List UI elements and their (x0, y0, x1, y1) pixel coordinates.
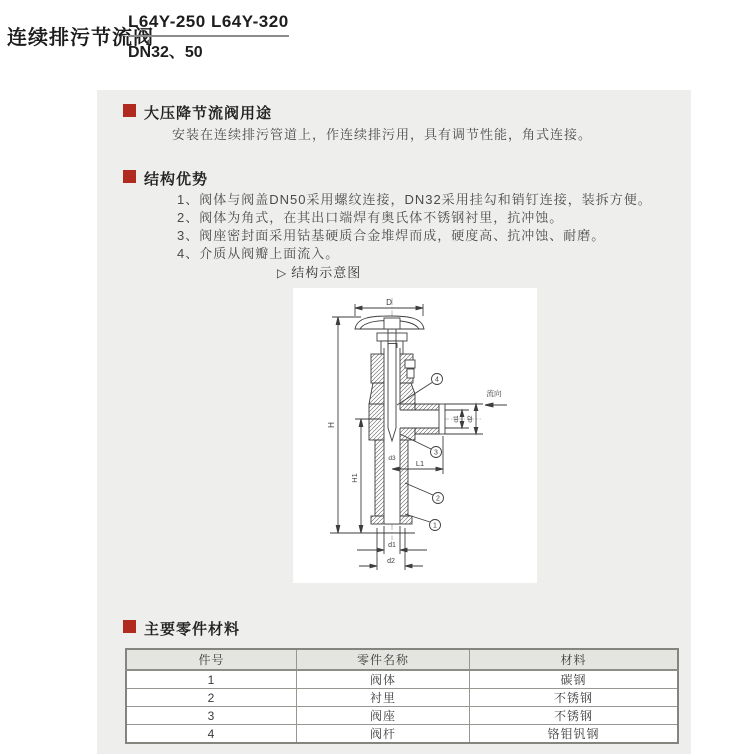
advantage-item: 3、阀座密封面采用钴基硬质合金堆焊而成，硬度高、抗冲蚀、耐磨。 (177, 228, 606, 243)
dim-d1-bottom-label: d1 (388, 542, 396, 549)
section-usage-heading (123, 102, 272, 123)
materials-table (125, 648, 679, 744)
page-title: 连续排污节流阀 (7, 27, 154, 49)
cell-part-no: 4 (126, 725, 297, 744)
table-row (126, 689, 678, 707)
triangle-marker-icon: ▷ (277, 266, 288, 280)
advantage-item: 2、阀体为角式，在其出口端焊有奥氏体不锈钢衬里，抗冲蚀。 (177, 210, 564, 225)
cell-part-name: 阀体 (297, 670, 470, 689)
table-row (126, 670, 678, 689)
table-row (126, 707, 678, 725)
cell-part-name: 衬里 (297, 689, 470, 707)
table-row (126, 725, 678, 744)
section-advantages-title: 结构优势 (144, 171, 209, 188)
cell-part-no: 3 (126, 707, 297, 725)
cell-part-no: 2 (126, 689, 297, 707)
cell-part-name: 阀杆 (297, 725, 470, 744)
section-advantages-heading (123, 168, 208, 189)
dim-D-label: D (386, 298, 392, 307)
col-header-part-no: 件号 (126, 649, 297, 670)
model-codes-line1: L64Y-250 L64Y-320 (128, 12, 289, 37)
part-marker-1: 1 (433, 522, 437, 530)
table-header-row (126, 649, 678, 670)
valve-cross-section-drawing (293, 288, 537, 583)
cell-material: 碳钢 (470, 670, 679, 689)
usage-paragraph: 安装在连续排污管道上，作连续排污用，具有调节性能，角式连接。 (172, 127, 593, 142)
part-marker-2: 2 (436, 495, 440, 503)
valve-structure-diagram (293, 288, 537, 583)
red-square-bullet (123, 620, 136, 633)
dim-d1-right-label: d1 (453, 415, 460, 423)
section-materials-heading (123, 618, 240, 639)
cell-part-no: 1 (126, 670, 297, 689)
cell-part-name: 阀座 (297, 707, 470, 725)
part-marker-3: 3 (434, 449, 438, 457)
advantage-item: 4、介质从阀瓣上面流入。 (177, 246, 340, 261)
cell-material: 铬钼钒钢 (470, 725, 679, 744)
advantage-item: 1、阀体与阀盖DN50采用螺纹连接，DN32采用挂勾和销钉连接，装拆方便。 (177, 192, 652, 207)
dim-d3-label: d3 (388, 455, 396, 462)
col-header-material: 材料 (470, 649, 679, 670)
cell-material: 不锈钢 (470, 689, 679, 707)
model-codes-line2: DN32、50 (128, 44, 203, 61)
dim-d2-right-label: d2 (467, 415, 474, 423)
content-panel (97, 90, 691, 754)
red-square-bullet (123, 104, 136, 117)
dim-H1-label: H1 (350, 473, 359, 483)
part-marker-4: 4 (435, 376, 439, 384)
section-usage-title: 大压降节流阀用途 (144, 105, 273, 122)
model-codes (128, 12, 289, 62)
advantages-list (177, 191, 652, 263)
cell-material: 不锈钢 (470, 707, 679, 725)
dim-d2-bottom-label: d2 (387, 558, 395, 565)
col-header-part-name: 零件名称 (297, 649, 470, 670)
diagram-caption (277, 262, 361, 281)
dim-H-label: H (327, 422, 336, 428)
diagram-caption-text: 结构示意图 (291, 265, 362, 280)
dim-L1-label: L1 (415, 459, 425, 468)
red-square-bullet (123, 170, 136, 183)
section-materials-title: 主要零件材料 (144, 621, 241, 638)
flow-direction-label: 流向 (486, 389, 502, 398)
